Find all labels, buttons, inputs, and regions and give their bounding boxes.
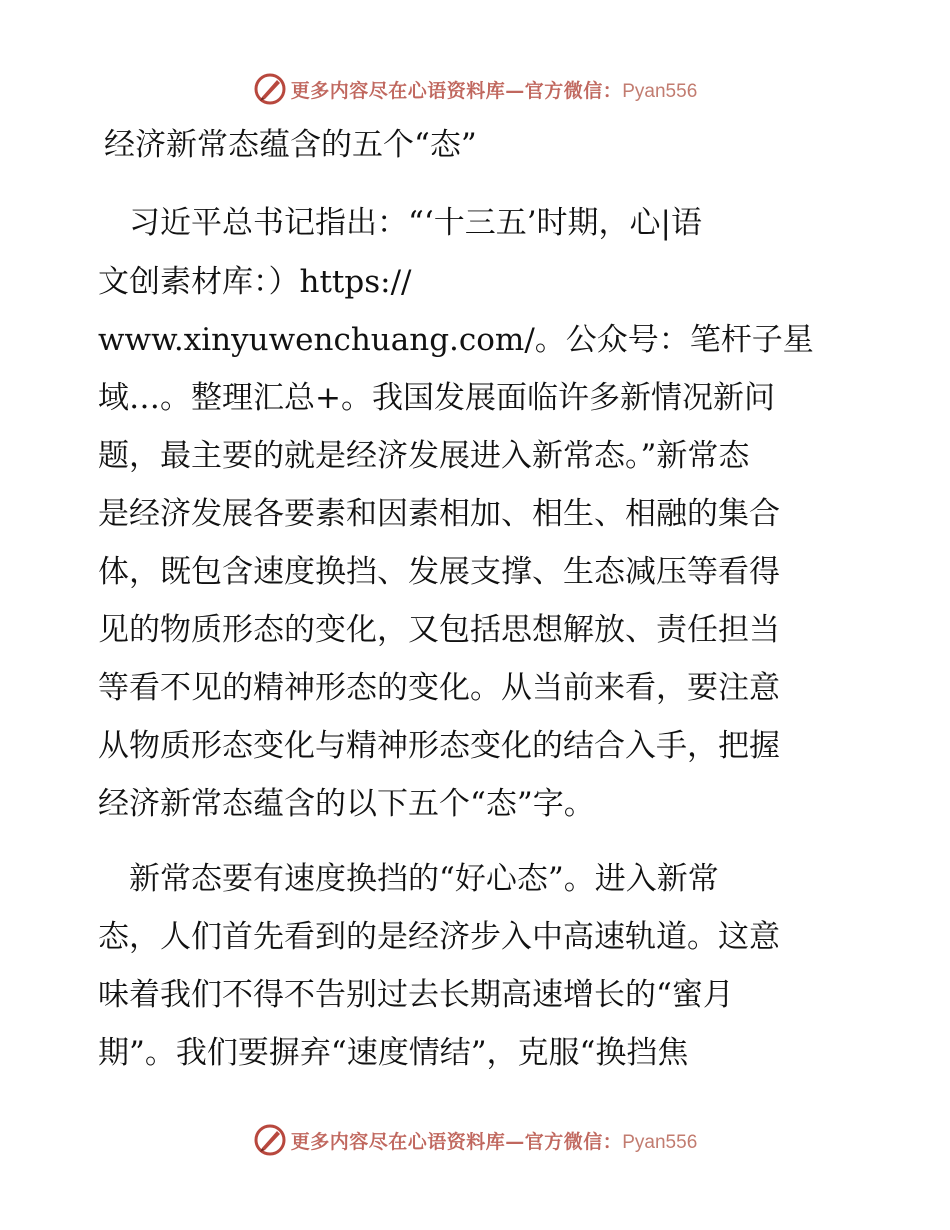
- text-line: 新常态要有速度换挡的“好心态”。进入新常: [98, 861, 719, 897]
- banner-label: 更多内容尽在心语资料库—官方微信：: [290, 79, 623, 102]
- text-line: 态，人们首先看到的是经济步入中高速轨道。这意: [98, 919, 780, 955]
- text-line: 体，既包含速度换挡、发展支撑、生态减压等看得: [98, 554, 780, 590]
- text-line: 题，最主要的就是经济发展进入新常态。”新常态: [98, 438, 750, 474]
- text-line: 味着我们不得不告别过去长期高速增长的“蜜月: [98, 977, 734, 1013]
- text-line: www.xinyuwenchuang.com/。公众号：笔杆子星: [98, 322, 814, 358]
- banner-text: [291, 76, 698, 103]
- text-line: 见的物质形态的变化，又包括思想解放、责任担当: [98, 612, 780, 648]
- header-banner: [0, 72, 950, 106]
- footer-banner: [0, 1123, 950, 1157]
- wechat-id: Pyan556: [622, 80, 698, 102]
- text-line: 期”。我们要摒弃“速度情结”，克服“换挡焦: [98, 1035, 689, 1071]
- text-line: 习近平总书记指出：“‘十三五’时期，心|语: [98, 205, 702, 241]
- text-line: 是经济发展各要素和因素相加、相生、相融的集合: [98, 496, 780, 532]
- text-line: 经济新常态蕴含的以下五个“态”字。: [98, 786, 595, 822]
- pen-logo-icon: [253, 72, 287, 106]
- text-line: 域…。整理汇总+。我国发展面临许多新情况新问: [98, 380, 775, 416]
- text-line: 文创素材库：）https://: [98, 264, 412, 300]
- pen-logo-icon: [253, 1123, 287, 1157]
- text-line: 等看不见的精神形态的变化。从当前来看，要注意: [98, 670, 780, 706]
- document-title: 经济新常态蕴含的五个“态”: [104, 127, 477, 163]
- text-line: 从物质形态变化与精神形态变化的结合入手，把握: [98, 728, 780, 764]
- wechat-id: Pyan556: [622, 1131, 698, 1153]
- banner-text: [291, 1127, 698, 1154]
- banner-label: 更多内容尽在心语资料库—官方微信：: [290, 1130, 623, 1153]
